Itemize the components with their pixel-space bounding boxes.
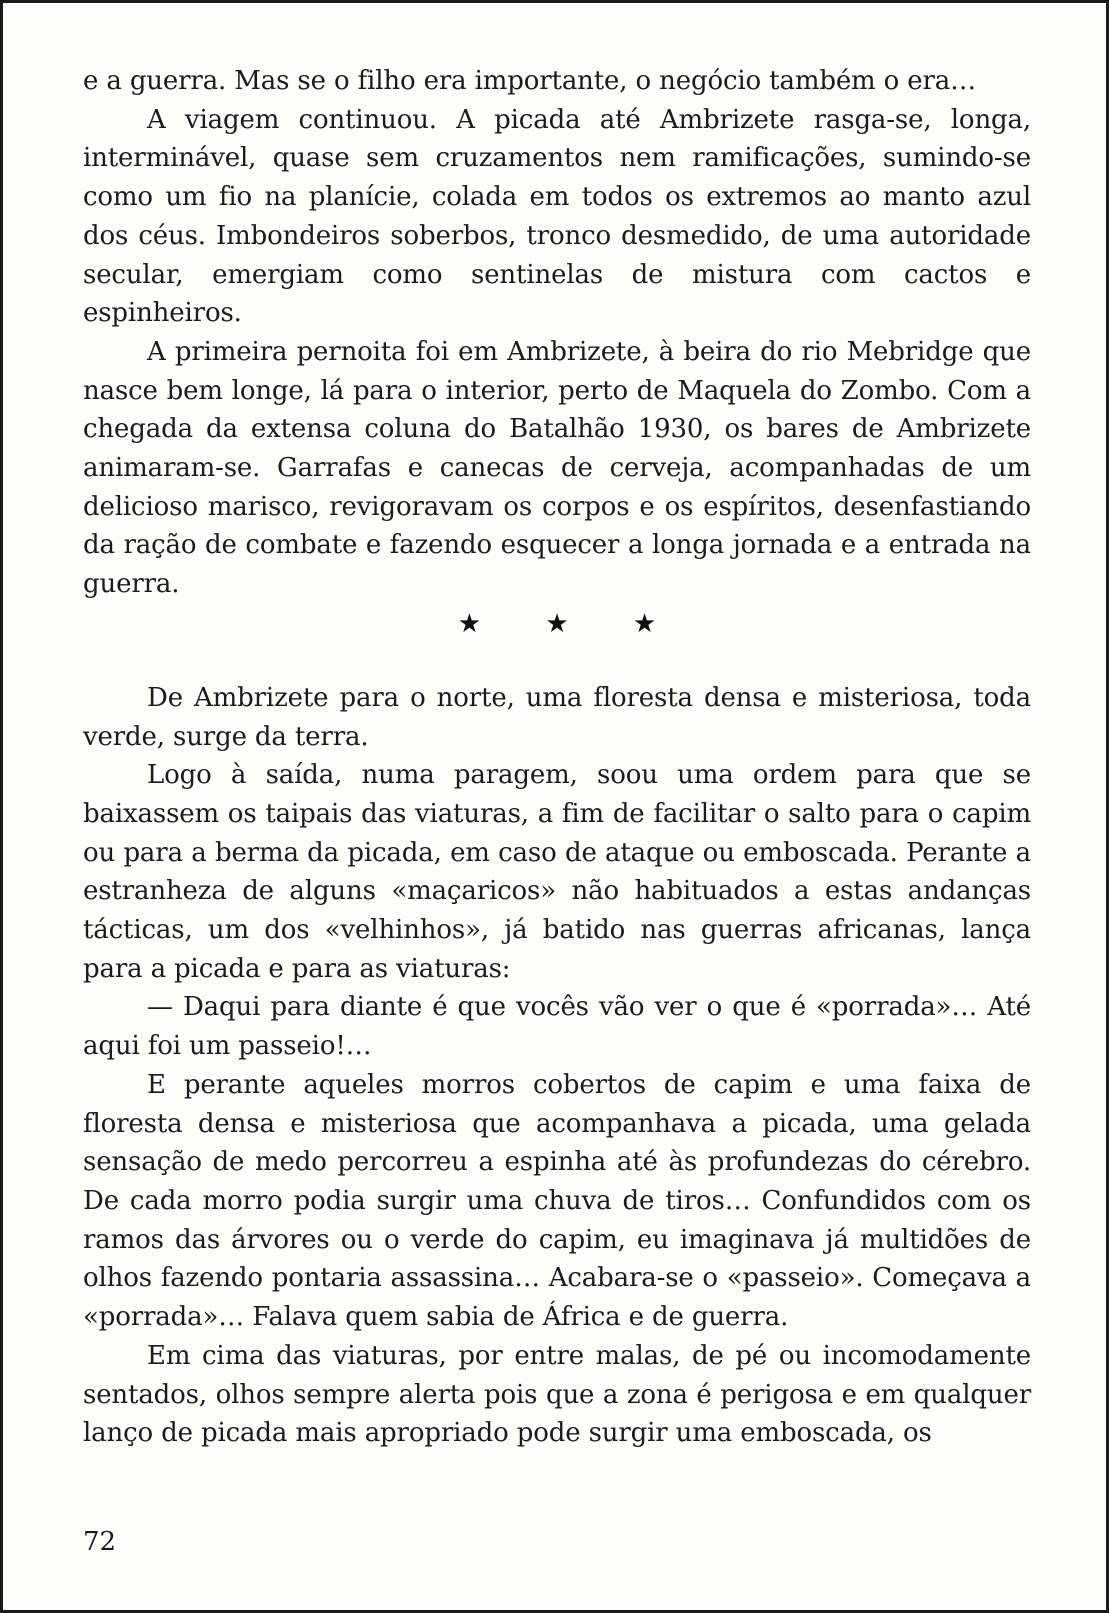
paragraph: Logo à saída, numa paragem, soou uma ordem para que se baixassem os taipais das viaturas, a fim de facilitar o salto para o capim ou para a berma da picada, em caso de ataque ou emboscada. Perante a estranheza de alguns «maçaricos» não habituados a estas andanças tácticas, um dos «velhinhos», já batido nas guerras africanas, lança para a picada e para as viaturas: — [83, 760, 1031, 984]
page-number: 72 — [83, 1527, 117, 1557]
section-separator: ★ ★ ★ — [457, 608, 685, 639]
paragraph: — Daqui para diante é que vocês vão ver o que é «porrada»… Até aqui foi um passeio!… — [83, 992, 1031, 1062]
paragraph: Em cima das viaturas, por entre malas, de pé ou incomodamente sentados, olhos sempre alerta pois que a zona é perigosa e em qualquer lanço de picada mais apropriado pode surgir uma emboscada, os — [83, 1340, 1031, 1449]
body-text — [83, 62, 1031, 1453]
paragraph: A primeira pernoita foi em Ambrizete, à beira do rio Mebridge que nasce bem longe, lá para o interior, perto de Maquela do Zombo. Com a chegada da extensa coluna do Batalhão 1930, os bares de Ambrizete animaram-se. Garrafas e canecas de cerveja, acompanhadas de um delicioso marisco, revigoravam os corpos e os espíritos, desenfastiando da ração de combate e fazendo esquecer a longa jornada e a entrada na guerra. — [83, 336, 1031, 600]
paragraph: De Ambrizete para o norte, uma floresta densa e misteriosa, toda verde, surge da terra. — [83, 682, 1031, 752]
paragraph: e a guerra. Mas se o filho era importante, o negócio também o era… — [83, 66, 977, 96]
paragraph: A viagem continuou. A picada até Ambrizete rasga-se, longa, interminável, quase sem cruzamentos nem ramificações, sumindo-se como um fio na planície, colada em todos os extremos ao manto azul dos céus. Imbondeiros soberbos, tronco desmedido, de uma autoridade secular, emergiam como sentinelas de mistura com cactos e espinheiros. — [83, 104, 1031, 329]
paragraph: E perante aqueles morros cobertos de capim e uma faixa de floresta densa e misteriosa que acompanhava a picada, uma gelada sensação de medo percorreu a espinha até às profundezas do cérebro. De cada morro podia surgir uma chuva de tiros… Confundidos com os ramos das árvores ou o verde do capim, eu imaginava já multidões de olhos fazendo pontaria assassina… Acabara-se o «passeio». Começava a «porrada»… Falava quem sabia de África e de guerra. — [83, 1069, 1031, 1333]
